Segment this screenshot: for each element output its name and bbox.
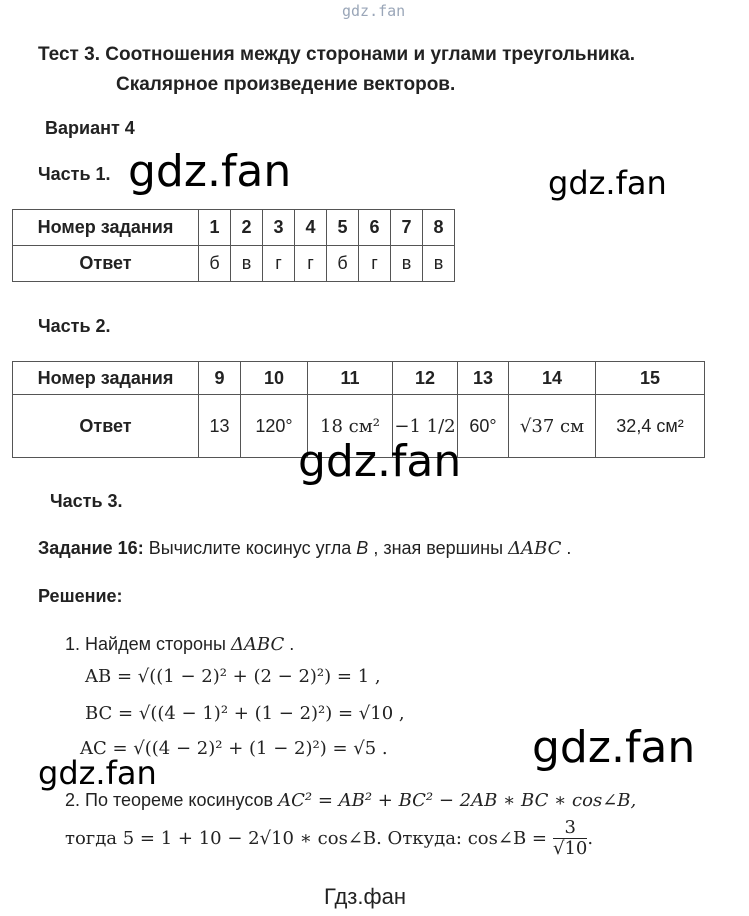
solution-label: Решение: [38, 586, 123, 606]
answer-label-cell: Ответ [13, 246, 199, 282]
task-number-cell: 2 [231, 210, 263, 246]
formula-bc: BC = √((4 − 1)² + (1 − 2)²) = √10 , [85, 703, 405, 724]
task-16-label: Задание 16: [38, 538, 144, 558]
cos-fraction [553, 818, 587, 859]
part1-table [12, 209, 455, 282]
step-1-text: 1. Найдем стороны [65, 634, 226, 654]
step-1-end: . [289, 634, 295, 654]
watermark: gdz.fan [548, 164, 667, 202]
step-2-formula: AC² = AB² + BC² − 2AB ∗ BC ∗ cos∠B, [278, 790, 637, 811]
step-2-text: 2. По теореме косинусов [65, 790, 274, 810]
fraction-denominator: √10 [552, 838, 588, 859]
step-2 [65, 790, 636, 811]
answer-cell: 13 [199, 395, 241, 458]
task-16-end: . [566, 538, 572, 558]
task-number-cell: 14 [509, 362, 596, 395]
task-16-text2: , зная вершины [373, 538, 504, 558]
task-number-cell: 7 [391, 210, 423, 246]
watermark: gdz.fan [38, 754, 157, 792]
watermark: gdz.fan [532, 722, 696, 773]
header-label-cell: Номер задания [13, 210, 199, 246]
task-16 [38, 538, 571, 559]
answer-cell: 60° [458, 395, 509, 458]
formula-ab: AB = √((1 − 2)² + (2 − 2)²) = 1 , [85, 666, 381, 687]
step-3-text: тогда 5 = 1 + 10 − 2√10 ∗ cos∠B. Откуда: cos∠B = [65, 828, 547, 849]
header-label-cell: Номер задания [13, 362, 199, 395]
answer-cell: 32,4 см² [596, 395, 705, 458]
answer-cell: в [391, 246, 423, 282]
answer-cell: √37 см [509, 395, 596, 458]
title-line-1: Тест 3. Соотношения между сторонами и углами треугольника. [38, 44, 635, 65]
page-title [38, 40, 635, 100]
step-3 [65, 818, 593, 859]
task-number-cell: 9 [199, 362, 241, 395]
step-3-end: . [587, 828, 594, 849]
task-number-cell: 3 [263, 210, 295, 246]
answer-cell: −1 1/2 [393, 395, 458, 458]
task-number-cell: 15 [596, 362, 705, 395]
answer-cell: б [327, 246, 359, 282]
answer-cell: 18 см² [308, 395, 393, 458]
task-number-cell: 11 [308, 362, 393, 395]
task-number-cell: 13 [458, 362, 509, 395]
part1-label: Часть 1. [38, 164, 111, 184]
task-16-triangle: ΔABC [508, 538, 562, 559]
task-number-cell: 4 [295, 210, 327, 246]
task-number-cell: 8 [423, 210, 455, 246]
title-line-2: Скалярное произведение векторов. [116, 74, 456, 95]
answer-cell: г [359, 246, 391, 282]
answer-cell: в [231, 246, 263, 282]
answer-cell: 120° [241, 395, 308, 458]
fraction-numerator: 3 [553, 818, 587, 839]
task-number-cell: 6 [359, 210, 391, 246]
answer-cell: в [423, 246, 455, 282]
answer-cell: г [263, 246, 295, 282]
task-number-cell: 12 [393, 362, 458, 395]
step-1-triangle: ΔABC [230, 634, 285, 655]
answer-cell: г [295, 246, 327, 282]
watermark: gdz.fan [298, 436, 462, 487]
task-number-cell: 5 [327, 210, 359, 246]
part3-label: Часть 3. [50, 491, 123, 511]
footer-watermark: Гдз.фан [324, 884, 406, 909]
variant-label: Вариант 4 [45, 118, 135, 138]
task-16-var: B [356, 538, 369, 558]
task-number-cell: 1 [199, 210, 231, 246]
top-watermark: gdz.fan [342, 2, 406, 20]
step-1 [65, 634, 294, 655]
answer-cell: б [199, 246, 231, 282]
part2-label: Часть 2. [38, 316, 111, 336]
formula-ac: AC = √((4 − 2)² + (1 − 2)²) = √5 . [80, 738, 388, 759]
task-number-cell: 10 [241, 362, 308, 395]
task-16-text: Вычислите косинус угла [148, 538, 352, 558]
answer-label-cell: Ответ [13, 395, 199, 458]
watermark: gdz.fan [128, 146, 292, 197]
